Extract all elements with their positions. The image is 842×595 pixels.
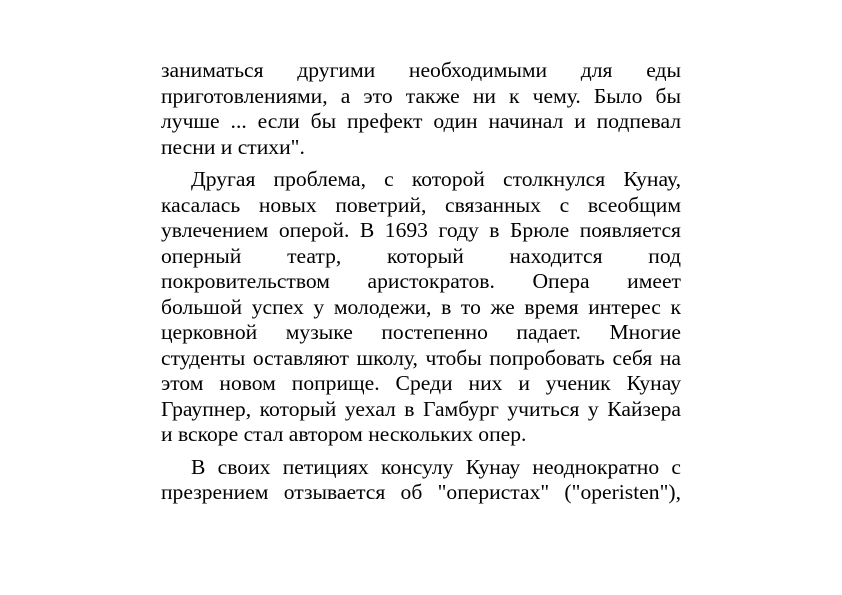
text-line: приготовлениями, а это также ни к чему. Было бы <box>161 83 681 108</box>
text-line: увлечением оперой. В 1693 году в Брюле появляется <box>161 218 681 242</box>
text-line: студенты оставляют школу, чтобы попробовать себя на <box>161 345 681 370</box>
text-line: церковной музыке постепенно падает. Многие <box>161 320 681 344</box>
text-line: песни и стихи". <box>161 134 305 159</box>
text-line: и вскоре стал автором нескольких опер. <box>161 422 527 446</box>
text-line: Граупнер, который уехал в Гамбург учиться у Кайзера <box>161 396 681 421</box>
text-line: этом новом поприще. Среди них и ученик Кунау <box>161 371 681 395</box>
paragraph-3 <box>161 455 681 506</box>
text-line: презрением отзывается об "оперистах" ("operisten"), <box>161 480 681 504</box>
paragraph-gap <box>161 160 681 167</box>
text-line: оперный театр, который находится под <box>161 243 681 268</box>
text-line: покровительством аристократов. Опера имеет <box>161 269 681 293</box>
text-line: касалась новых поветрий, связанных с всеобщим <box>161 192 681 217</box>
text-line: заниматься другими необходимыми для еды <box>161 58 681 82</box>
paragraph-gap <box>161 448 681 455</box>
text-line: лучше ... если бы префект один начинал и подпевал <box>161 109 681 133</box>
text-line: большой успех у молодежи, в то же время интерес к <box>161 294 681 319</box>
text-column <box>161 58 681 506</box>
paragraph-1 <box>161 58 681 160</box>
text-line: В своих петициях консулу Кунау неоднократно с <box>191 454 681 479</box>
paragraph-2 <box>161 167 681 448</box>
text-line: Другая проблема, с которой столкнулся Кунау, <box>191 167 681 191</box>
